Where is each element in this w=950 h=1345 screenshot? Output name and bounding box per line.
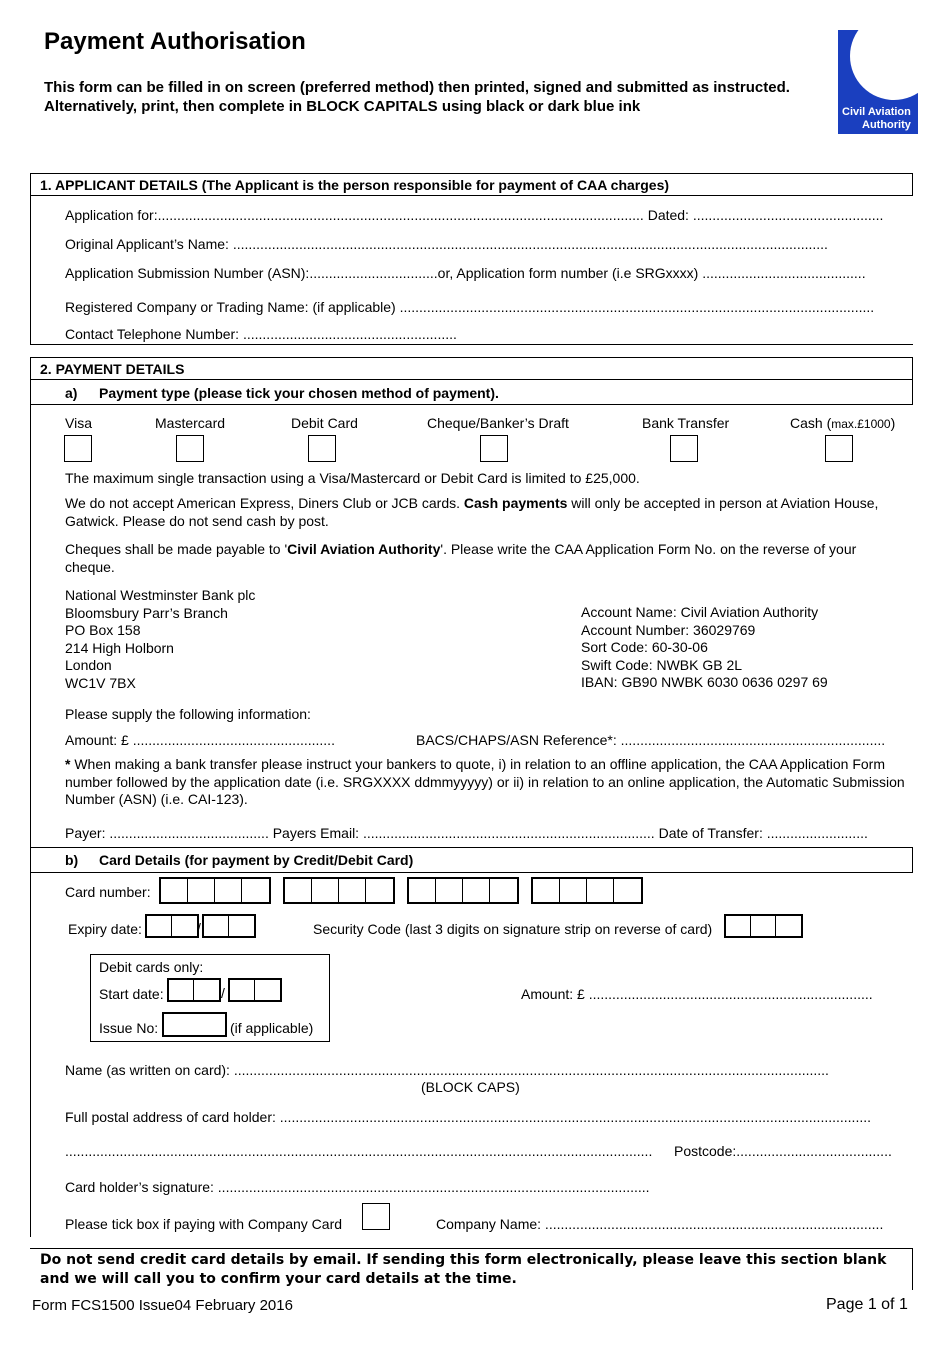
warning-top-border xyxy=(30,1248,913,1249)
intro-text: This form can be filled in on screen (preferred method) then printed, signed and submitted as instructed. Alternatively, print, then complete in BLOCK CAPITALS using black or dark blue ink xyxy=(44,79,790,115)
bank-address xyxy=(65,587,255,692)
payment-type-visa-label: Visa xyxy=(65,415,92,431)
security-code-label: Security Code (last 3 digits on signature strip on reverse of card) xyxy=(313,921,713,937)
debit-only-label: Debit cards only: xyxy=(99,959,204,975)
name-on-card-field[interactable]: Name (as written on card): ......................................................................................................................................................... xyxy=(65,1062,829,1078)
cash-payments-bold: Cash payments xyxy=(463,495,568,511)
company-name-field[interactable]: Company Name: ....................................................................................... xyxy=(436,1216,884,1232)
debit-card-checkbox[interactable] xyxy=(308,435,336,462)
section2-left-border xyxy=(30,357,31,1237)
logo-text-2: Authority xyxy=(862,119,911,131)
section2a-label: a) xyxy=(65,385,78,401)
start-date-label: Start date: xyxy=(99,986,164,1002)
account-detail-line: Account Name: Civil Aviation Authority xyxy=(581,604,819,620)
start-slash: / xyxy=(221,985,225,1001)
company-card-label: Please tick box if paying with Company Card xyxy=(65,1216,343,1232)
section1-right-border xyxy=(912,173,913,195)
account-detail-line: Sort Code: 60-30-06 xyxy=(581,639,708,655)
account-detail-line: IBAN: GB90 NWBK 6030 0636 0297 69 xyxy=(581,674,828,690)
warning-right-border xyxy=(912,1248,913,1290)
section1-top-border xyxy=(30,173,913,174)
cash-label-text: Cash ( xyxy=(790,415,832,431)
card-number-group-2[interactable] xyxy=(283,877,395,904)
expiry-slash: / xyxy=(197,920,201,936)
block-caps-label: (BLOCK CAPS) xyxy=(421,1079,520,1095)
payment-type-debit-label: Debit Card xyxy=(291,415,358,431)
bank-address-line: National Westminster Bank plc xyxy=(65,587,256,603)
cheque-part2: '. Please write the CAA Application Form No. on the reverse of your cheque. xyxy=(65,541,857,575)
not-accepted-text xyxy=(65,494,905,530)
section2-top-border xyxy=(30,357,913,358)
page-title: Payment Authorisation xyxy=(44,28,306,55)
company-card-checkbox[interactable] xyxy=(362,1203,390,1230)
payment-type-cash-label xyxy=(790,415,895,431)
cash-max-text: max.£1000 xyxy=(831,417,891,431)
cash-checkbox[interactable] xyxy=(825,435,853,462)
transfer-note-text: When making a bank transfer please instruct your bankers to quote, i) in relation to an offline application, the CAA Application Form number followed by the application date (i.e. SRGXXXX ddmmyyyyy) or ii) in relation to an online application, the Automatic Submission Number (ASN) (i.e. CAI-123). xyxy=(65,756,905,807)
section2-heading: 2. PAYMENT DETAILS xyxy=(40,361,185,377)
section1-heading-border xyxy=(30,195,913,196)
bacs-reference-field[interactable]: BACS/CHAPS/ASN Reference*: .................................................................... xyxy=(416,732,886,748)
section2b-top-border xyxy=(30,847,913,848)
expiry-month-input[interactable] xyxy=(145,914,199,938)
cheque-text xyxy=(65,540,905,576)
account-detail-line: Swift Code: NWBK GB 2L xyxy=(581,656,743,673)
not-accept-part1: We do not accept American Express, Diners Club or JCB cards. xyxy=(65,495,464,511)
postal-address-line2[interactable]: ....................................................................................................................................................... xyxy=(65,1143,653,1159)
expiry-year-input[interactable] xyxy=(202,914,256,938)
telephone-field[interactable]: Contact Telephone Number: ....................................................... xyxy=(65,326,457,342)
postal-address-field[interactable]: Full postal address of card holder: ........................................................................................................................................................ xyxy=(65,1109,872,1125)
card-amount-field[interactable]: Amount: £ ......................................................................... xyxy=(521,986,873,1002)
transfer-note xyxy=(65,756,905,809)
section2b-heading-border xyxy=(30,872,913,873)
section2a-heading-border xyxy=(30,404,913,405)
card-number-group-1[interactable] xyxy=(159,877,271,904)
not-accept-part2: will only be accepted in person at Aviation House, Gatwick. Please do not send cash by post. xyxy=(65,495,879,529)
card-number-label: Card number: xyxy=(65,884,151,900)
logo-text-1: Civil Aviation xyxy=(842,106,911,118)
email-warning: Do not send credit card details by email. If sending this form electronically, please leave this section blank and we will call you to confirm your card details at the time. xyxy=(40,1252,887,1287)
company-name-field[interactable]: Registered Company or Trading Name: (if applicable) .......................................................................................................................... xyxy=(65,299,875,315)
bank-transfer-checkbox[interactable] xyxy=(670,435,698,462)
bank-address-line: PO Box 158 xyxy=(65,622,141,638)
security-code-input[interactable] xyxy=(724,914,803,938)
card-number-group-4[interactable] xyxy=(531,877,643,904)
start-year-input[interactable] xyxy=(228,978,282,1002)
bank-address-line: WC1V 7BX xyxy=(65,674,136,691)
payee-bold: Civil Aviation Authority xyxy=(287,541,441,557)
bank-address-line: 214 High Holborn xyxy=(65,639,174,656)
caa-logo xyxy=(838,30,918,134)
asn-field[interactable]: Application Submission Number (ASN):.................................or, Application form number (i.e SRGxxxx) .......................................... xyxy=(65,265,866,281)
cheque-part1: Cheques shall be made payable to ' xyxy=(65,541,288,557)
section2a-title: Payment type (please tick your chosen method of payment). xyxy=(99,385,499,401)
payment-type-mastercard-label: Mastercard xyxy=(155,415,226,431)
original-applicant-field[interactable]: Original Applicant’s Name: ......................................................................................................................................................... xyxy=(65,236,828,252)
section2-right-border xyxy=(912,357,913,404)
postcode-field[interactable]: Postcode:........................................ xyxy=(674,1143,892,1159)
section2b-right-border xyxy=(912,847,913,872)
expiry-date-label: Expiry date: xyxy=(68,921,142,937)
payment-type-bank-transfer-label: Bank Transfer xyxy=(642,415,730,431)
page-number: Page 1 of 1 xyxy=(826,1296,908,1313)
application-for-field[interactable]: Application for:............................................................................................................................. Dated: ................................................. xyxy=(65,207,884,223)
card-number-group-3[interactable] xyxy=(407,877,519,904)
bank-address-line: Bloomsbury Parr’s Branch xyxy=(65,604,228,621)
section2-heading-border xyxy=(30,379,913,380)
section1-left-border xyxy=(30,173,31,345)
supply-info-text: Please supply the following information: xyxy=(65,706,311,722)
section1-bottom-border xyxy=(30,344,913,345)
section2b-label: b) xyxy=(65,852,79,868)
section1-heading: 1. APPLICANT DETAILS (The Applicant is the person responsible for payment of CAA charges) xyxy=(40,177,670,193)
issue-no-input[interactable] xyxy=(162,1012,227,1037)
amount-field[interactable]: Amount: £ .................................................... xyxy=(65,732,335,748)
account-details xyxy=(581,604,828,692)
payment-type-cheque-label: Cheque/Banker’s Draft xyxy=(427,415,569,431)
account-detail-line: Account Number: 36029769 xyxy=(581,621,756,638)
payer-line[interactable]: Payer: ......................................... Payers Email: ........................................................................... Date of Transfer: .......................... xyxy=(65,825,868,841)
max-transaction-text: The maximum single transaction using a Visa/Mastercard or Debit Card is limited to £25,000. xyxy=(65,470,640,486)
if-applicable-label: (if applicable) xyxy=(230,1020,314,1036)
issue-no-label: Issue No: xyxy=(99,1020,159,1036)
start-month-input[interactable] xyxy=(167,978,221,1002)
visa-checkbox[interactable] xyxy=(64,435,92,462)
mastercard-checkbox[interactable] xyxy=(176,435,204,462)
cheque-checkbox[interactable] xyxy=(480,435,508,462)
form-id: Form FCS1500 Issue04 February 2016 xyxy=(32,1297,293,1314)
bank-address-line: London xyxy=(65,657,112,673)
section2b-title: Card Details (for payment by Credit/Debit Card) xyxy=(99,852,414,868)
signature-field[interactable]: Card holder’s signature: ............................................................................................................... xyxy=(65,1179,650,1195)
transfer-note-star: * xyxy=(65,756,71,772)
cash-close-text: ) xyxy=(890,415,896,431)
